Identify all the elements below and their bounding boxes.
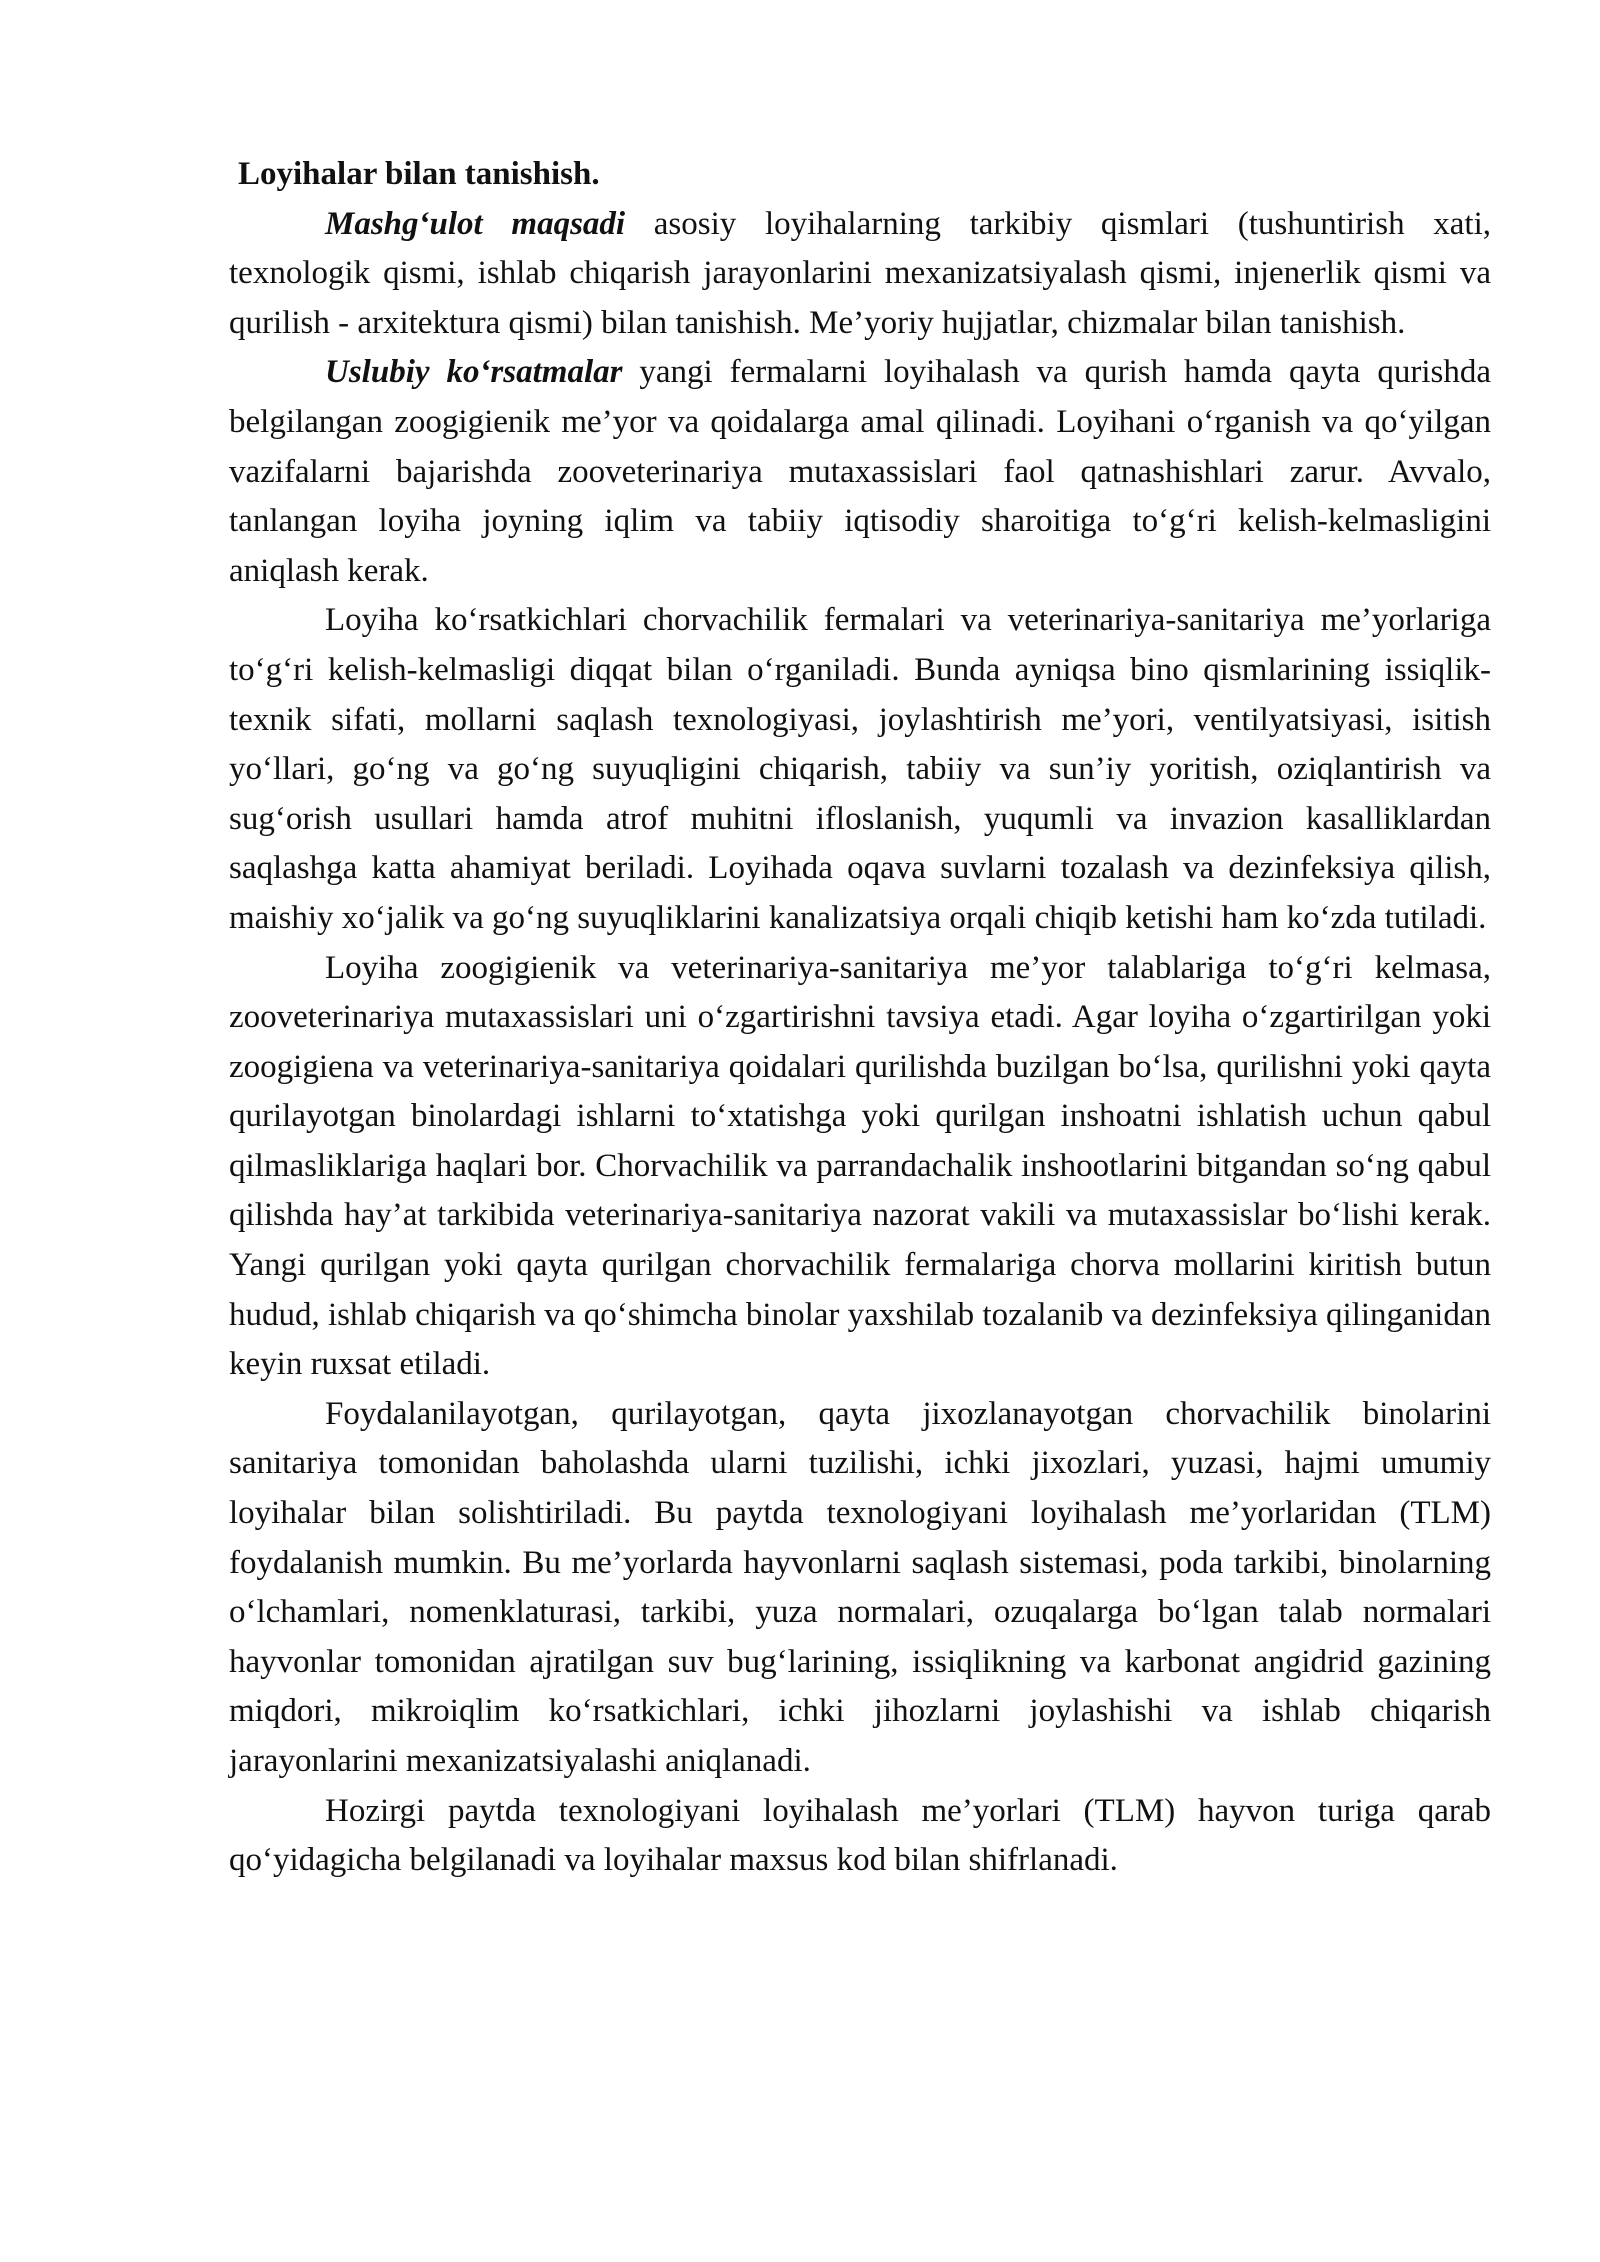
paragraph-lead: Mashg‘ulot maqsadi — [325, 205, 626, 242]
paragraph-evaluation: Foydalanilayotgan, qurilayotgan, qayta jixozlanayotgan chorvachilik binolarini sanitariya tomonidan baholashda ularni tuzilishi, ichki jixozlari, yuzasi, hajmi umumiy loyihalar bilan solishtiriladi. Bu paytda texnologiyani loyihalash me’yorlaridan (TLM) foydalanish mumkin. Bu me’yorlarda hayvonlarni saqlash sistemasi, poda tarkibi, binolarning o‘lchamlari, nomenklaturasi, tarkibi, yuza normalari, ozuqalarga bo‘lgan talab normalari hayvonlar tomonidan ajratilgan suv bug‘larining, issiqlikning va karbonat angidrid gazining miqdori, mikroiqlim ko‘rsatkichlari, ichki jihozlarni joylashishi va ishlab chiqarish jarayonlarini mexanizatsiyalashi aniqlanadi. — [229, 1395, 1491, 1779]
document-page — [229, 150, 1491, 1886]
paragraph-text: yangi fermalarni loyihalash va qurish hamda qayta qurishda belgilangan zoogigienik me’yor va qoidalarga amal qilinadi. Loyihani o‘rganish va qo‘yilgan vazifalarni bajarishda zooveterinariya mutaxassislari faol qatnashishlari zarur. Avvalo, tanlangan loyiha joyning iqlim va tabiiy iqtisodiy sharoitiga to‘g‘ri kelish-kelmasligini aniqlash kerak. — [229, 354, 1491, 589]
section-heading: Loyihalar bilan tanishish. — [238, 156, 600, 192]
paragraph-guidelines — [229, 348, 1491, 596]
paragraph-lead: Uslubiy ko‘rsatmalar — [325, 354, 623, 391]
paragraph-indicators: Loyiha ko‘rsatkichlari chorvachilik fermalari va veterinariya-sanitariya me’yorlariga to‘g‘ri kelish-kelmasligi diqqat bilan o‘rganiladi. Bunda ayniqsa bino qismlarining issiqlik-texnik sifati, mollarni saqlash texnologiyasi, joylashtirish me’yori, ventilyatsiyasi, isitish yo‘llari, go‘ng va go‘ng suyuqligini chiqarish, tabiiy va sun’iy yoritish, oziqlantirish va sug‘orish usullari hamda atrof muhitni ifloslanish, yuqumli va invazion kasalliklardan saqlashga katta ahamiyat beriladi. Loyihada oqava suvlarni tozalash va dezinfeksiya qilish, maishiy xo‘jalik va go‘ng suyuqliklarini kanalizatsiya orqali chiqib ketishi ham ko‘zda tutiladi. — [229, 602, 1491, 936]
paragraph-requirements: Loyiha zoogigienik va veterinariya-sanitariya me’yor talablariga to‘g‘ri kelmasa, zooveterinariya mutaxassislari uni o‘zgartirishni tavsiya etadi. Agar loyiha o‘zgartirilgan yoki zoogigiena va veterinariya-sanitariya qoidalari qurilishda buzilgan bo‘lsa, qurilishni yoki qayta qurilayotgan binolardagi ishlarni to‘xtatishga yoki qurilgan inshoatni ishlatish uchun qabul qilmasliklariga haqlari bor. Chorvachilik va parrandachalik inshootlarini bitgandan so‘ng qabul qilishda hay’at tarkibida veterinariya-sanitariya nazorat vakili va mutaxassislar bo‘lishi kerak. Yangi qurilgan yoki qayta qurilgan chorvachilik fermalariga chorva mollarini kiritish butun hudud, ishlab chiqarish va qo‘shimcha binolar yaxshilab tozalanib va dezinfeksiya qilinganidan keyin ruxsat etiladi. — [229, 949, 1491, 1383]
paragraph-text: asosiy loyihalarning tarkibiy qismlari (tushuntirish xati, texnologik qismi, ishlab chiqarish jarayonlarini mexanizatsiyalash qismi, injenerlik qismi va qurilish - arxitektura qismi) bilan tanishish. Me’yoriy hujjatlar, chizmalar bilan tanishish. — [229, 205, 1491, 341]
paragraph-current-norms: Hozirgi paytda texnologiyani loyihalash me’yorlari (TLM) hayvon turiga qarab qo‘yidagicha belgilanadi va loyihalar maxsus kod bilan shifrlanadi. — [229, 1792, 1491, 1879]
paragraph-goal — [229, 200, 1491, 349]
